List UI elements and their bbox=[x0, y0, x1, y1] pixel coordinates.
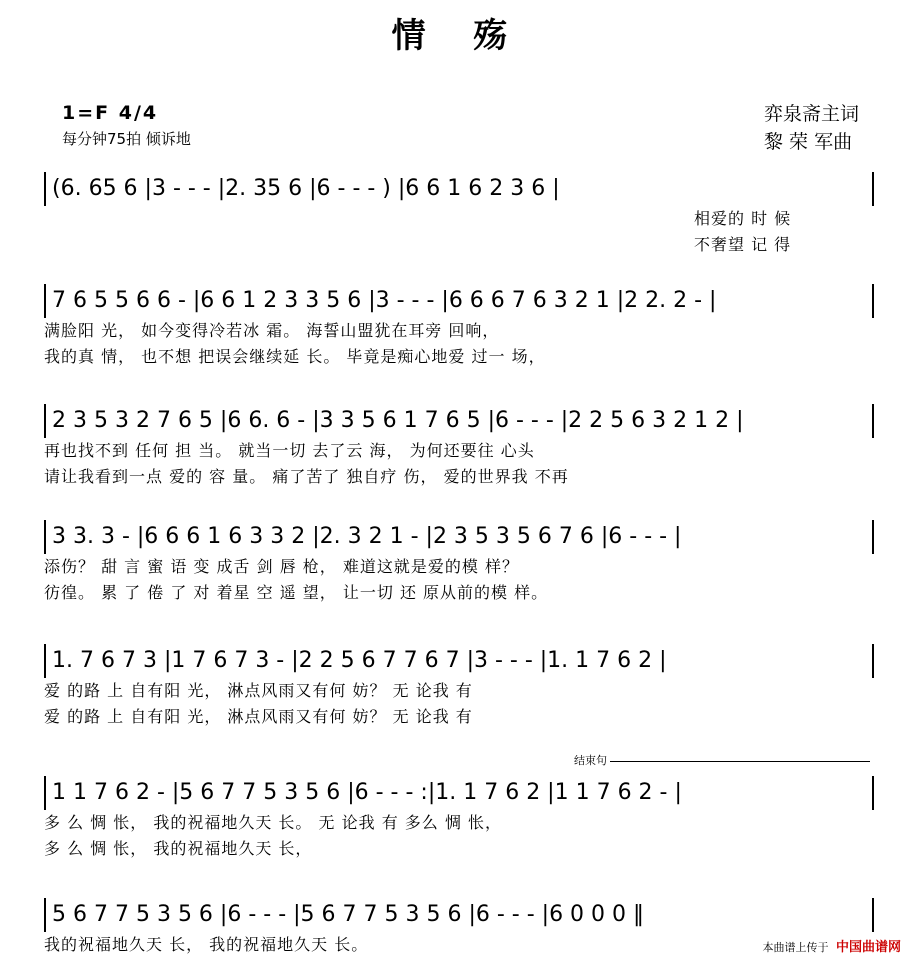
upload-note: 本曲谱上传于 bbox=[762, 941, 829, 954]
lyric-line-1: 添伤？ 甜 言 蜜 语 变 成舌 剑 唇 枪， 难道这就是爱的模 样？ bbox=[44, 557, 519, 576]
score-system bbox=[44, 520, 874, 606]
lyric-line-1: 满脸阳 光， 如今变得冷若冰 霜。 海誓山盟犹在耳旁 回响， bbox=[44, 321, 500, 340]
notation-row: 2 3 5 3 2 7 6 5 |6 6. 6 - |3 3 5 6 1 7 6 5 |6 - - - |2 2 5 6 3 2 1 2 | bbox=[44, 404, 874, 438]
notation-row: 1 1 7 6 2 - |5 6 7 7 5 3 5 6 |6 - - - :|1. 1 7 6 2 |1 1 7 6 2 - | bbox=[44, 776, 874, 810]
notation-row: 1. 7 6 7 3 |1 7 6 7 3 - |2 2 5 6 7 7 6 7 |3 - - - |1. 1 7 6 2 | bbox=[44, 644, 874, 678]
lyricist-credit: 弈泉斋主词 bbox=[763, 103, 859, 125]
lyric-line-2: 多 么 惆 怅， 我的祝福地久天 长， bbox=[44, 839, 313, 858]
lyric-line-2: 彷徨。 累 了 倦 了 对 着星 空 遥 望， 让一切 还 原从前的模 样。 bbox=[44, 583, 549, 602]
end-phrase-mark: 结束句 bbox=[574, 754, 607, 767]
lyric-line-1: 爱 的路 上 自有阳 光， 淋点风雨又有何 妨？ 无 论我 有 bbox=[44, 681, 473, 700]
score-meta-left bbox=[62, 100, 191, 152]
page-title: 情 殇 bbox=[391, 16, 526, 56]
notation-row: 7 6 5 5 6 6 - |6 6 1 2 3 3 5 6 |3 - - - |6 6 6 7 6 3 2 1 |2 2. 2 - | bbox=[44, 284, 874, 318]
notation-row: 3 3. 3 - |6 6 6 1 6 3 3 2 |2. 3 2 1 - |2 3 5 3 5 6 7 6 |6 - - - | bbox=[44, 520, 874, 554]
lyric-line-2: 请让我看到一点 爱的 容 量。 痛了苦了 独自疗 伤， 爱的世界我 不再 bbox=[44, 467, 569, 486]
tempo-marking: 每分钟75拍 倾诉地 bbox=[62, 130, 191, 148]
end-phrase-line bbox=[610, 761, 870, 762]
lyric-line-2: 爱 的路 上 自有阳 光， 淋点风雨又有何 妨？ 无 论我 有 bbox=[44, 707, 473, 726]
lyric-line-1: 相爱的 时 候 bbox=[694, 209, 792, 228]
score-system bbox=[44, 172, 874, 258]
composer-credit: 黎 荣 军曲 bbox=[763, 131, 853, 153]
lyric-line-2: 不奢望 记 得 bbox=[694, 235, 792, 254]
site-logo: 中国曲谱网 bbox=[835, 940, 901, 955]
lyric-line-1: 再也找不到 任何 担 当。 就当一切 去了云 海， 为何还要往 心头 bbox=[44, 441, 535, 460]
score-meta-right bbox=[764, 100, 859, 156]
site-footer bbox=[762, 936, 901, 955]
lyric-line-1: 多 么 惆 怅， 我的祝福地久天 长。 无 论我 有 多么 惆 怅， bbox=[44, 813, 502, 832]
notation-row: (6. 65 6 |3 - - - |2. 35 6 |6 - - - ) |6 6 1 6 2 3 6 | bbox=[44, 172, 874, 206]
score-system bbox=[44, 898, 874, 958]
lyric-line-1: 我的祝福地久天 长， 我的祝福地久天 长。 bbox=[44, 935, 369, 954]
lyric-line-2: 我的真 情， 也不想 把误会继续延 长。 毕竟是痴心地爱 过一 场， bbox=[44, 347, 546, 366]
score-system bbox=[44, 776, 874, 862]
notation-row: 5 6 7 7 5 3 5 6 |6 - - - |5 6 7 7 5 3 5 6 |6 - - - |6 0 0 0 ‖ bbox=[44, 898, 874, 932]
score-system bbox=[44, 284, 874, 370]
key-signature: 1=F 4/4 bbox=[62, 102, 159, 124]
score-system bbox=[44, 404, 874, 490]
score-system bbox=[44, 644, 874, 730]
